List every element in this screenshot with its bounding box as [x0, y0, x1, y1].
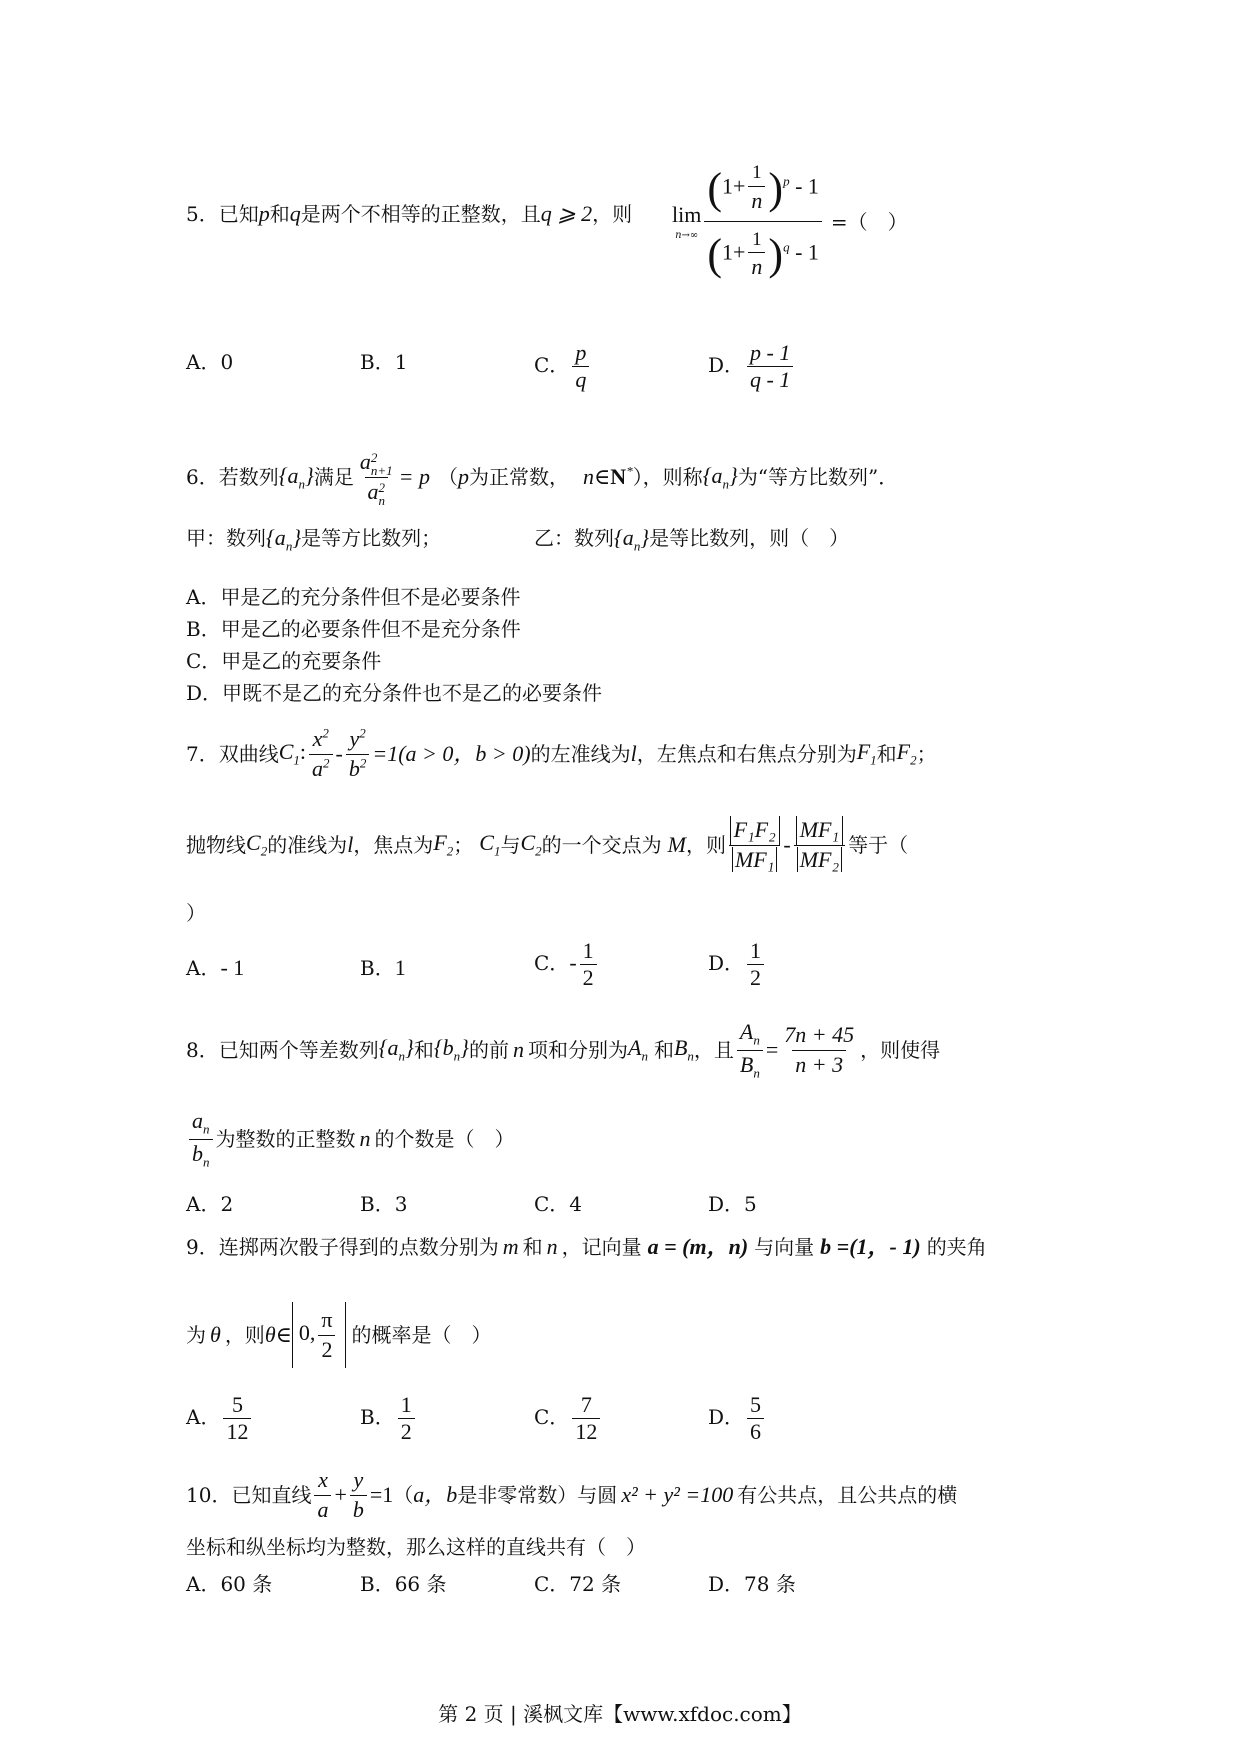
question-9: [186, 1224, 1066, 1270]
q7-option-d: [708, 938, 767, 991]
q5-lim-sub: n→∞: [675, 230, 699, 242]
q5-then: ，则: [592, 202, 633, 226]
q8-fB-sub: n: [753, 1064, 760, 1080]
question-10: [186, 1464, 1066, 1526]
q8-fB: B: [739, 1051, 754, 1077]
q10-option-a: A．60 条: [186, 1572, 273, 1596]
q7-option-b: [360, 952, 406, 981]
q5-den-exp: q: [783, 239, 790, 255]
q6-den-a: a: [367, 478, 379, 504]
q9-a-label: A．: [186, 1405, 221, 1429]
q7-and: 和: [876, 742, 897, 766]
q7-semi: ；: [916, 742, 937, 766]
q6-const: 为正常数，: [469, 465, 569, 490]
q7-b: b: [348, 755, 360, 781]
q7-frac1-num: F₁F₂: [730, 816, 780, 845]
q5-den-tail: - 1: [795, 239, 819, 265]
q7-inter: 的一个交点为: [541, 833, 662, 857]
q5-num-a: 1+: [722, 173, 746, 199]
q6-seq: [279, 462, 314, 493]
q7-minus: -: [335, 740, 343, 766]
q9-with: 与向量: [754, 1235, 815, 1259]
q6-option-b: B．甲是乙的必要条件但不是充分条件: [186, 617, 521, 641]
q6-option-d: D．甲既不是乙的充分条件也不是乙的必要条件: [186, 681, 603, 705]
q9-d-num: 5: [750, 1392, 762, 1417]
q8-front: 的前: [468, 1038, 509, 1062]
q8-AB-frac: [737, 1018, 763, 1082]
q5-option-c: [534, 340, 592, 393]
q6-num-a: a: [359, 449, 371, 474]
q8-bn-b: {b: [433, 1035, 454, 1061]
q6-seq-sub: n: [298, 476, 306, 492]
q6-satisfy: 满足: [313, 465, 354, 490]
q8-n2: n: [359, 1125, 371, 1151]
q5-q: q: [289, 201, 301, 226]
q6-yi-post: 是等比数列，则（ ）: [649, 526, 850, 550]
q7-F2: [897, 738, 917, 769]
q8-option-c: C．4: [534, 1192, 583, 1216]
q5-num-one: 1: [752, 162, 762, 184]
q5-numerator: (1+ $\frac{1}{n}$ )$^p$ - 1: [704, 160, 822, 221]
q7-options: [186, 938, 1066, 1000]
q5-den-one: 1: [752, 228, 762, 250]
q7-option-c-num: 1: [582, 938, 594, 963]
q7-dir: 的准线为: [267, 833, 348, 857]
q10-common: 有公共点，且公共点的横: [737, 1483, 958, 1507]
q9-two: 2: [318, 1335, 335, 1365]
q5-option-c-num: p: [575, 340, 587, 365]
q6-num-sub: n+1: [370, 462, 393, 478]
q7-C1-letter: C: [278, 739, 294, 765]
q7-option-a-label: A．: [186, 956, 221, 980]
q10-x: x: [318, 1466, 328, 1492]
q7-option-c-den: 2: [580, 964, 597, 991]
q8-l2-b: b: [192, 1140, 203, 1166]
q6-jia-pre: 甲：数列: [186, 526, 266, 550]
q8-l2-b-sub: n: [203, 1153, 210, 1169]
q5-option-d: [708, 340, 796, 393]
q5-option-c-label: C．: [534, 353, 570, 377]
q5-option-c-den: q: [572, 366, 589, 393]
q7-y: y: [349, 725, 360, 751]
q7-frac1-den: MF₁: [732, 847, 777, 872]
q8-bn: [434, 1034, 469, 1065]
q7-C2-letter: C: [246, 830, 261, 856]
q6-ratio: [357, 448, 396, 507]
q9-l2-pre: 为: [186, 1323, 206, 1347]
q7-option-b-val: 1: [394, 955, 406, 980]
q8-rhs-num: 7n + 45: [784, 1021, 855, 1047]
q9-prob: 的概率是（ ）: [351, 1323, 492, 1347]
q6-jia-close: }: [292, 525, 302, 550]
q6-den-sub: n: [378, 492, 385, 508]
q9-pi: π: [321, 1306, 333, 1332]
q7-equals: 等于（: [848, 833, 909, 857]
q9-line-2: [186, 1300, 1066, 1370]
q9-b-vec: b =(1，- 1): [820, 1233, 921, 1259]
q5-prefix: 5．已知: [186, 202, 259, 226]
q6-den-sup: 2: [378, 479, 385, 495]
q5-lim-word: lim: [672, 201, 702, 227]
q7-C2b-sub: 2: [535, 843, 542, 859]
q7-C1b-sub: 1: [493, 843, 501, 859]
q9-b-den: 2: [398, 1418, 415, 1445]
q7-F2-sub: 2: [910, 752, 917, 768]
q7-close: ）: [186, 901, 206, 925]
q10-nonzero: 是非零常数）与圆: [457, 1483, 618, 1507]
q8-an-close: }: [405, 1035, 414, 1061]
q7-minus2: -: [783, 831, 791, 857]
q7-option-b-label: B．: [360, 956, 395, 980]
page-footer: 第 2 页 | 溪枫文库【www.xfdoc.com】: [438, 1702, 802, 1726]
q8-option-b: B．3: [360, 1192, 408, 1216]
q6-option-a: A．甲是乙的充分条件但不是必要条件: [186, 585, 521, 609]
q7-foci: ，左焦点和右焦点分别为: [636, 742, 857, 766]
q6-seq2-a: {a: [702, 462, 723, 488]
q9-option-a: [186, 1392, 254, 1445]
q7-semi2: ；: [453, 833, 474, 857]
q8-and2: 和: [653, 1038, 674, 1062]
q7-mid: 的左准线为: [530, 742, 631, 766]
q5-denominator: (1+ $\frac{1}{n}$ )$^q$ - 1: [704, 221, 822, 283]
q7-prefix: 7．双曲线: [186, 742, 279, 766]
q8-A-sub: n: [641, 1048, 648, 1064]
q7-F1-sub: 1: [870, 752, 877, 768]
q6-option-c: C．甲是乙的充要条件: [186, 649, 382, 673]
q9-then: ，则: [224, 1323, 265, 1347]
q9-b-label: B．: [360, 1405, 395, 1429]
q7-line-2: [186, 810, 1066, 880]
q10-option-d: D．78 条: [708, 1572, 796, 1596]
q8-ab-frac: [189, 1107, 213, 1171]
q6-yi-seq: {a: [614, 525, 634, 550]
q7-a: a: [312, 755, 324, 781]
q7-x: x: [312, 725, 323, 751]
q5-options: [186, 340, 1066, 400]
q6-prefix: 6．若数列: [186, 465, 279, 490]
q7-C2b-letter: C: [520, 830, 536, 856]
q9-c-num: 7: [580, 1392, 592, 1417]
q5-main-fraction: [704, 160, 822, 283]
q7-option-c-label: C．: [534, 951, 570, 975]
q5-option-d-den: q - 1: [747, 366, 793, 393]
q9-theta: θ: [210, 1321, 221, 1347]
q7-F2b-sub: 2: [446, 843, 454, 859]
q8-A: A: [627, 1035, 642, 1061]
q9-a-num: 5: [231, 1392, 243, 1417]
q7-F2-letter: F: [896, 739, 911, 765]
q10-b: b: [350, 1495, 367, 1525]
q10-x-frac: [314, 1466, 331, 1524]
question-8: 8．已知两个等差数列 $\{a_n\}$ 和 $\{b_n\}$ 的前 n 项和分别为 $A_n$ 和 $B_n$ ，且 $\frac{A_n}{B_n}$ = $\frac{7n + 45}{n + 3}$ ，则使得: [186, 1019, 941, 1080]
q5-option-a: A．0: [186, 350, 234, 374]
q6-jia-post: 是等方比数列；: [301, 526, 442, 550]
q8-an-sub: n: [398, 1048, 406, 1064]
q9-angle: 的夹角: [926, 1235, 987, 1259]
q9-and: 和: [522, 1235, 543, 1259]
q7-option-c: [534, 938, 600, 991]
q7-eq1: =1(a > 0，b > 0): [372, 740, 531, 766]
q6-seq-close: }: [305, 462, 314, 488]
q10-y-frac: [350, 1466, 367, 1524]
q6-jia-sub: n: [285, 538, 293, 554]
q5-condition: q ⩾ 2: [540, 201, 593, 226]
q9-zero: 0,: [298, 1320, 316, 1346]
q7-l: l: [630, 740, 637, 766]
q5-den-n: n: [748, 252, 765, 282]
q5-option-d-label: D．: [708, 353, 745, 377]
q5-limit-expression: [672, 160, 908, 283]
q7-with: 与: [500, 833, 521, 857]
q9-n: n: [546, 1233, 558, 1259]
q8-l2-a-sub: n: [203, 1121, 210, 1137]
q8-and3: ，且: [693, 1038, 734, 1062]
q10-eq1: =1: [369, 1481, 394, 1507]
q8-rhs-frac: [781, 1021, 857, 1079]
q6-jia-yi: [186, 524, 1066, 560]
q7-l2: l: [347, 831, 354, 857]
q9-d-label: D．: [708, 1405, 745, 1429]
q8-option-a: A．2: [186, 1192, 234, 1216]
q6-n-in-N: [583, 463, 633, 492]
q9-option-b: [360, 1392, 418, 1445]
q5-p: p: [258, 201, 270, 226]
q6-seq2-close: }: [729, 462, 738, 488]
q10-circle: x² + y² =100: [621, 1481, 734, 1507]
q10-options: [186, 1568, 1066, 1598]
q6-nin: n∈: [583, 464, 611, 490]
q6-yi-close: }: [640, 525, 650, 550]
q6-yi-pre: 乙：数列: [534, 526, 614, 550]
q9-prefix: 9．连掷两次骰子得到的点数分别为: [186, 1235, 499, 1259]
q10-ab: a，b: [413, 1481, 458, 1507]
q5-option-b: B．1: [360, 350, 408, 374]
q10-option-c: C．72 条: [534, 1572, 622, 1596]
q7-frac-1: [729, 816, 780, 874]
q9-theta-in: θ∈: [264, 1321, 292, 1347]
q7-option-c-sign: -: [569, 950, 577, 975]
q7-focus: ，焦点为: [353, 833, 434, 857]
q8-and: 和: [413, 1038, 434, 1062]
q5-den-a: 1+: [722, 239, 746, 265]
q7-F1-letter: F: [856, 739, 871, 765]
q5-and: 和: [269, 202, 290, 226]
q10-plus: +: [334, 1481, 347, 1507]
q6-star: *: [626, 463, 633, 479]
q6-seq2-sub: n: [722, 476, 729, 492]
q8-prefix: 8．已知两个等差数列: [186, 1038, 379, 1062]
q10-prefix: 10．已知直线: [186, 1483, 312, 1507]
q9-a-vec: a = (m，n): [647, 1233, 749, 1259]
q5-mid: 是两个不相等的正整数，且: [300, 202, 541, 226]
q5-lim: [672, 201, 701, 243]
q8-option-d: D．5: [708, 1192, 757, 1216]
q8-count: 的个数是（ ）: [374, 1127, 515, 1151]
q8-n: n: [512, 1036, 524, 1062]
q6-eq-p: = p: [398, 464, 430, 490]
q8-bn-sub: n: [453, 1048, 461, 1064]
q7-frac2-den: MF₂: [797, 847, 842, 872]
q7-C1b-letter: C: [479, 830, 494, 856]
q7-M: M: [667, 831, 686, 857]
q6-yi-sub: n: [633, 538, 641, 554]
q9-d-den: 6: [747, 1418, 764, 1445]
q9-option-d: [708, 1392, 767, 1445]
q7-option-d-label: D．: [708, 951, 745, 975]
q8-then: ，则使得: [860, 1038, 941, 1062]
q7-x-sup: 2: [322, 725, 329, 741]
q5-equals: =（ ）: [830, 209, 908, 234]
question-6: [186, 434, 1066, 508]
question-5: [186, 160, 1066, 290]
q10-a: a: [314, 1495, 331, 1525]
q7-C1: [279, 738, 306, 769]
q7-C1-sub: 1: [293, 752, 300, 768]
q10-option-b: B．66 条: [360, 1572, 447, 1596]
q9-b-num: 1: [400, 1392, 412, 1417]
question-7: [186, 722, 1066, 786]
q8-fA-sub: n: [753, 1032, 760, 1048]
q6-seq-a: {a: [278, 462, 299, 488]
q8-fA: A: [739, 1019, 754, 1045]
q9-interval: [292, 1302, 346, 1368]
q6-jia: [186, 524, 441, 555]
q7-then: ，则: [685, 833, 726, 857]
q8-B-sub: n: [687, 1048, 694, 1064]
q7-F1: [857, 738, 877, 769]
q7-C2-sub: 2: [260, 843, 268, 859]
q6-N: N: [610, 464, 627, 490]
q8-l2-a: a: [192, 1108, 203, 1134]
q8-bn-close: }: [460, 1035, 469, 1061]
q6-paren-open: （: [438, 465, 458, 490]
q7-frac-2: [794, 816, 845, 874]
q7-y-sup: 2: [359, 725, 366, 741]
q8-B: B: [673, 1035, 688, 1061]
q8-rhs-den: n + 3: [792, 1050, 846, 1080]
q8-terms: 项和分别为: [527, 1038, 628, 1062]
q9-m: m: [502, 1233, 519, 1259]
q7-x-frac: [309, 725, 333, 783]
q7-b-sup: 2: [359, 755, 367, 771]
q6-jia-seq: {a: [266, 525, 286, 550]
q9-options: [186, 1392, 1066, 1456]
q9-c-den: 12: [572, 1418, 600, 1445]
q10-y: y: [353, 1466, 364, 1492]
q6-seq-2: [703, 462, 738, 493]
q8-options: [186, 1188, 1066, 1218]
q7-F2b-letter: F: [433, 830, 447, 856]
q7-y-frac: [346, 725, 370, 783]
q6-yi: [534, 524, 849, 555]
q7-option-a: [186, 952, 244, 981]
q5-num-tail: - 1: [795, 173, 819, 199]
q6-num-sup: 2: [370, 449, 378, 465]
q6-called: 为“等方比数列”．: [737, 465, 899, 490]
q7-frac2-num: MF₁: [796, 816, 843, 845]
q5-option-d-num: p - 1: [750, 340, 791, 365]
q6-p: p: [458, 464, 469, 490]
q7-parabola: 抛物线: [186, 833, 246, 857]
q7-colon: :: [299, 739, 307, 765]
q7-option-d-num: 1: [750, 938, 762, 963]
q9-option-c: [534, 1392, 603, 1445]
q9-vec: ，记向量: [561, 1235, 642, 1259]
q8-line-2: [186, 1108, 1066, 1170]
q10-line-2: 坐标和纵坐标均为整数，那么这样的直线共有（ ）: [186, 1535, 646, 1559]
q7-a-sup: 2: [323, 755, 330, 771]
q8-integer: 为整数的正整数: [215, 1127, 356, 1151]
q10-paren: （: [393, 1483, 414, 1507]
q5-num-exp: p: [783, 173, 790, 189]
q9-c-label: C．: [534, 1405, 570, 1429]
q7-option-a-val: - 1: [220, 955, 245, 980]
q6-paren-close: ），则称: [632, 465, 703, 490]
q7-option-d-den: 2: [747, 964, 764, 991]
q8-an-a: {a: [378, 1035, 399, 1061]
q5-num-n: n: [748, 186, 765, 216]
q8-an: [379, 1034, 414, 1065]
q9-a-den: 12: [223, 1418, 251, 1445]
